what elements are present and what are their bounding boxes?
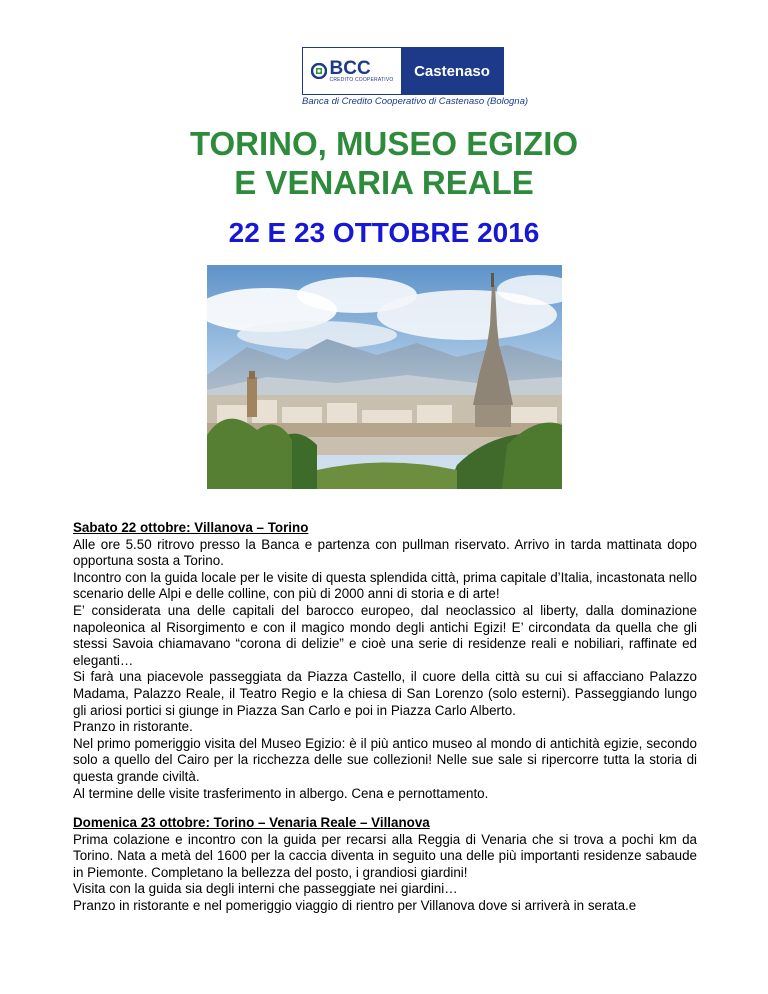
logo-sub: CREDITO COOPERATIVO	[329, 77, 394, 83]
title-line-1: TORINO, MUSEO EGIZIO	[189, 125, 579, 162]
logo-bcc-panel	[303, 48, 401, 94]
bank-logo	[302, 47, 504, 95]
day1-paragraph: Si farà una piacevole passeggiata da Piazza Castello, il cuore della città su cui si affacciano Palazzo Madama, Palazzo Reale, il Teatro Regio e la chiesa di San Lorenzo (solo esterni). Passeggiando lungo gli ariosi portici si giunge in Piazza San Carlo e poi in Piazza Carlo Alberto.	[73, 669, 697, 718]
day1-paragraph: E’ considerata una delle capitali del barocco europeo, dal neoclassico al liberty, dalla dominazione napoleonica al Risorgimento e con il magico mondo degli antichi Egizi! E’ circondata da quella che gli stessi Savoia chiamavano “corona di delizie” e cioè una serie di residenze reali e nobiliari, raffinate ed eleganti…	[73, 602, 697, 668]
day1-paragraph: Nel primo pomeriggio visita del Museo Egizio: è il più antico museo al mondo di antichità egizie, secondo solo a quello del Cairo per la ricchezza delle sue collezioni! Nelle sue sale si ripercorre tutta la storia di questa grande civiltà.	[73, 735, 697, 784]
day2-paragraph: Prima colazione e incontro con la guida per recarsi alla Reggia di Venaria che si trova a pochi km da Torino. Nata a metà del 1600 per la caccia diventa in seguito una delle più importanti residenze sabaude in Piemonte. Completano la bellezza del posto, i grandiosi giardini!	[73, 831, 697, 880]
turin-skyline-photo	[207, 265, 562, 489]
day1-paragraph: Alle ore 5.50 ritrovo presso la Banca e partenza con pullman riservato. Arrivo in tarda mattinata dopo opportuna sosta a Torino.	[73, 536, 697, 569]
day2-paragraph: Pranzo in ristorante e nel pomeriggio viaggio di rientro per Villanova dove si arriverà in serata.e	[73, 898, 637, 914]
logo-name: Castenaso	[401, 48, 503, 94]
bcc-emblem-icon	[311, 63, 327, 79]
logo-caption: Banca di Credito Cooperativo di Castenaso (Bologna)	[302, 96, 529, 107]
day1-heading: Sabato 22 ottobre: Villanova – Torino	[73, 520, 309, 535]
itinerary	[73, 520, 697, 915]
day1-paragraph: Pranzo in ristorante.	[73, 719, 193, 735]
title-line-2: E VENARIA REALE	[234, 164, 534, 201]
day2-paragraph: Visita con la guida sia degli interni che passeggiate nei giardini…	[73, 881, 458, 897]
event-date: 22 E 23 OTTOBRE 2016	[228, 217, 540, 248]
day1-paragraph: Al termine delle visite trasferimento in albergo. Cena e pernottamento.	[73, 785, 489, 801]
day2-heading: Domenica 23 ottobre: Torino – Venaria Reale – Villanova	[73, 815, 430, 831]
logo-brand: BCC	[329, 58, 371, 79]
day1-paragraph: Incontro con la guida locale per le visite di questa splendida città, prima capitale d’Italia, incastonata nello scenario delle Alpi e delle colline, con più di 2000 anni di storia e di arte!	[73, 569, 697, 602]
